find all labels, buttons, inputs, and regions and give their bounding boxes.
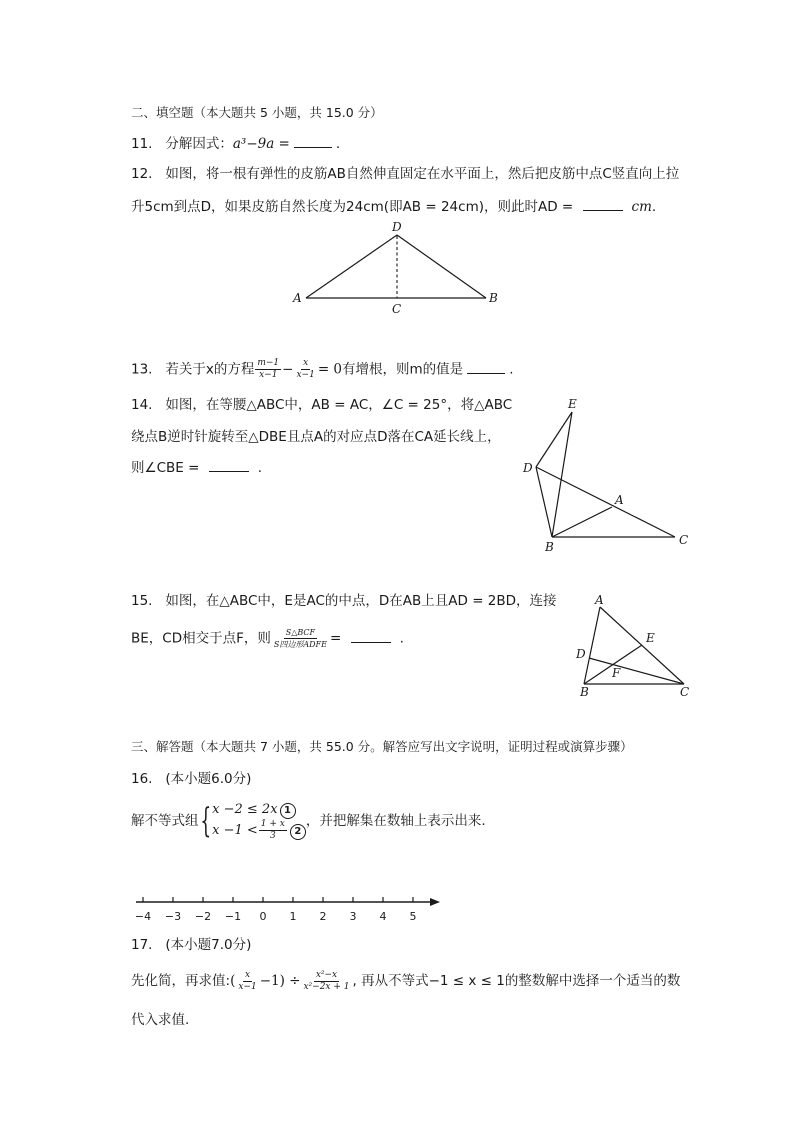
fraction-1 (255, 358, 281, 381)
question-17-line-1 (131, 968, 680, 994)
question-text: 如图，将一根有弹性的皮筋AB自然伸直固定在水平面上，然后把皮筋中点C竖直向上拉 (165, 166, 680, 182)
question-17-line-2 (131, 1010, 189, 1030)
segment-dc (536, 467, 675, 537)
inequality-expression: x −2 ≤ 2x (212, 802, 278, 817)
fraction-denominator: x−1 (296, 370, 315, 380)
fraction-numerator: x²−x (315, 969, 338, 980)
equals-sign: = (329, 630, 342, 647)
segment-eb (552, 412, 572, 537)
math-expression: a³−9a = (232, 136, 290, 152)
fraction-denominator: x−1 (238, 981, 257, 992)
fraction-numerator: S△BCF (285, 628, 316, 637)
number-line-tick-label: −1 (224, 910, 242, 923)
fraction-numerator: 1 + x (260, 819, 285, 829)
number-line-tick-label: 2 (319, 910, 327, 923)
label-a: A (615, 493, 624, 507)
fraction-2 (294, 358, 316, 381)
segment-db (536, 467, 552, 537)
number-line-tick-label: −4 (134, 910, 152, 923)
question-number: 16. (131, 771, 153, 787)
question-14-line-3 (131, 458, 262, 478)
fraction-numerator: m−1 (257, 358, 280, 368)
number-line (135, 897, 440, 923)
label-d: D (576, 647, 586, 661)
question-15-line-2 (131, 627, 404, 650)
question-text: 有增根，则m的值是 (342, 361, 464, 378)
question-number: 13. (131, 361, 153, 378)
question-14-line-2 (131, 427, 501, 447)
fraction-numerator: x (244, 969, 251, 980)
inequality-system (212, 800, 306, 842)
number-line-tick-label: 5 (409, 910, 417, 923)
inequality-expression: x −1 < (212, 823, 258, 838)
question-text: BE，CD相交于点F，则 (131, 630, 271, 647)
question-text: 解不等式组 (131, 813, 199, 829)
question-17-header (131, 935, 251, 955)
question-number: 12. (131, 166, 153, 182)
number-line-tick-label: −2 (194, 910, 212, 923)
answer-blank[interactable] (209, 458, 249, 472)
fraction-2 (301, 970, 351, 993)
label-d: D (523, 461, 533, 475)
label-c: C (392, 302, 402, 316)
label-e: E (568, 397, 577, 411)
arrow-right-icon (430, 898, 440, 906)
label-d: D (392, 220, 402, 234)
figure-14-rotation (522, 397, 688, 554)
number-line-tick-label: 4 (379, 910, 387, 923)
period: . (257, 460, 263, 476)
question-score: (本小题6.0分) (165, 771, 252, 787)
label-a: A (293, 291, 302, 305)
minus-sign: − (282, 361, 294, 378)
question-14-line-1 (131, 395, 512, 415)
segment-ad (306, 235, 397, 298)
question-text: 升5cm到点D，如果皮筋自然长度为24cm(即AB = 24cm)，则此时AD = (131, 199, 574, 215)
operator: −1) ÷ (259, 973, 301, 989)
number-line-ticks (135, 897, 417, 923)
section-title-fill-in: 二、填空题（本大题共 5 小题，共 15.0 分） (131, 105, 383, 120)
segment-de (536, 412, 572, 467)
circled-number: 2 (290, 824, 306, 840)
question-13 (131, 358, 513, 381)
question-score: (本小题7.0分) (165, 937, 252, 953)
fraction (259, 819, 287, 842)
segment-ab (584, 607, 600, 684)
question-text: 若关于x的方程 (165, 361, 255, 378)
question-text: 绕点B逆时针旋转至△DBE且点A的对应点D落在CA延长线上， (131, 429, 501, 445)
fraction-denominator: x−1 (259, 370, 278, 380)
inequality-2 (212, 819, 306, 842)
question-text: 如图，在△ABC中，E是AC的中点，D在AB上且AD = 2BD，连接 (165, 593, 557, 609)
label-a: A (595, 593, 604, 607)
fraction-denominator: 3 (269, 831, 276, 841)
circled-number: 1 (280, 803, 296, 819)
question-number: 15. (131, 593, 153, 609)
label-c: C (679, 533, 689, 547)
answer-blank[interactable] (351, 629, 391, 643)
fraction-1 (236, 970, 258, 993)
paren-open: ( (230, 973, 236, 989)
label-e: E (646, 631, 655, 645)
fraction-denominator: S四边形ADFE (273, 640, 327, 649)
number-line-tick-label: −3 (164, 910, 182, 923)
answer-blank[interactable] (467, 360, 505, 374)
unit: cm (631, 199, 652, 215)
inequality-1 (212, 800, 306, 819)
question-text: , 再从不等式−1 ≤ x ≤ 1的整数解中选择一个适当的数 (352, 973, 681, 989)
area-ratio-fraction (272, 627, 329, 650)
question-text: 如图，在等腰△ABC中，AB = AC，∠C = 25°，将△ABC (165, 397, 513, 413)
number-line-tick-label: 3 (349, 910, 357, 923)
label-b: B (580, 685, 589, 699)
question-15-line-1 (131, 591, 557, 611)
question-text: 分解因式： (165, 136, 233, 152)
question-text: 则∠CBE = (131, 460, 200, 476)
question-number: 11. (131, 136, 153, 152)
label-b: B (489, 291, 498, 305)
segment-ba (552, 507, 612, 537)
number-line-tick-label: 0 (259, 910, 267, 923)
fraction-denominator: x²−2x + 1 (303, 981, 350, 992)
question-16-header (131, 769, 251, 789)
question-text: 先化简，再求值: (131, 973, 231, 989)
label-c: C (680, 685, 690, 699)
fraction-numerator: x (303, 358, 309, 368)
section-title-answer: 三、解答题（本大题共 7 小题，共 55.0 分。解答应写出文字说明，证明过程或演算步骤） (131, 739, 633, 754)
question-16-body (131, 800, 486, 842)
equation-rhs: = 0 (317, 361, 343, 378)
period: . (509, 361, 514, 378)
left-brace: { (199, 801, 211, 841)
period: . (399, 630, 404, 647)
number-line-tick-label: 1 (289, 910, 297, 923)
figure-15-triangle (575, 593, 689, 699)
label-b: B (545, 540, 554, 554)
segment-bd (397, 235, 486, 298)
question-text: ，并把解集在数轴上表示出来. (305, 813, 486, 829)
label-f: F (612, 666, 621, 680)
period: . (651, 199, 657, 215)
question-number: 14. (131, 397, 153, 413)
question-number: 17. (131, 937, 153, 953)
question-text: 代入求值. (131, 1012, 190, 1028)
period: . (335, 136, 341, 152)
